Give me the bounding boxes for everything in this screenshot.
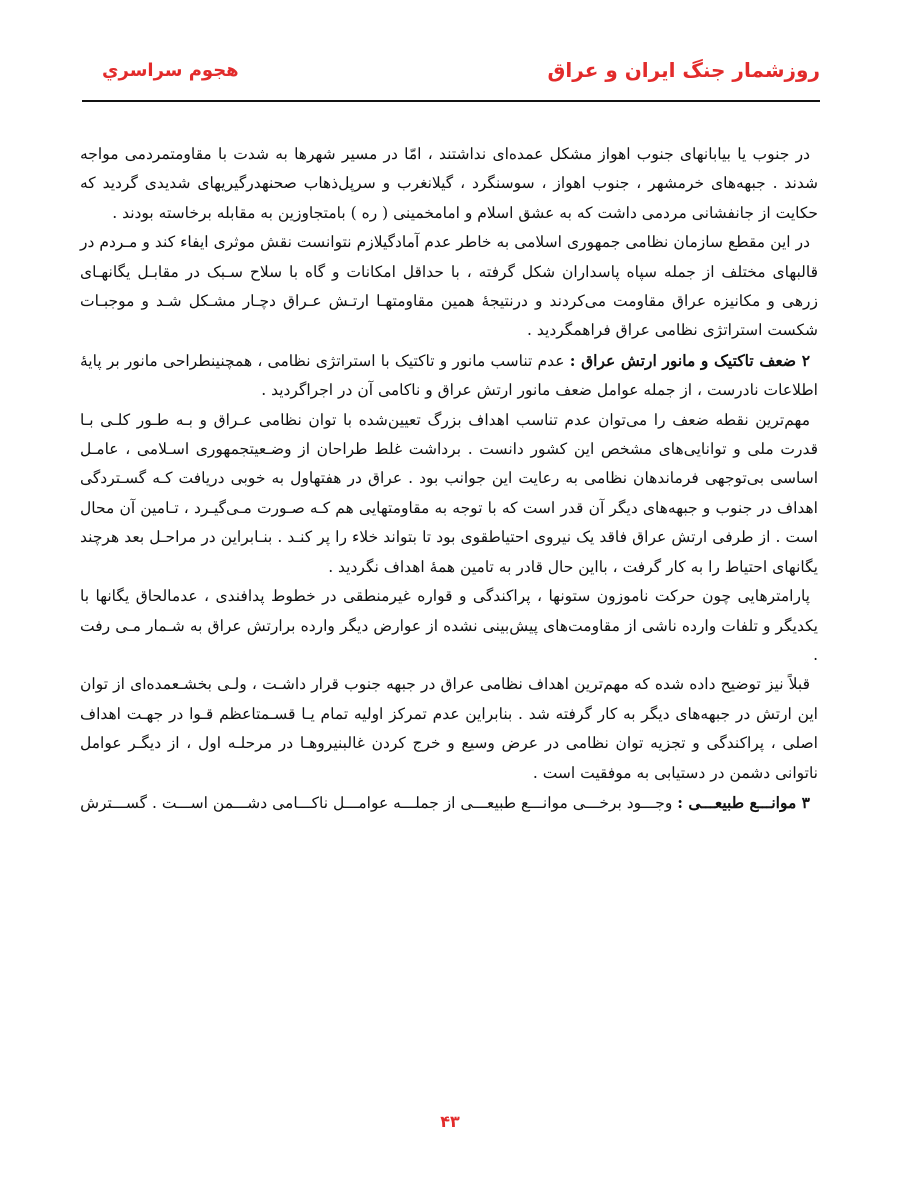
paragraph-6: قبلاً نیز توضیح داده شده که مهم‌ترین اهداف نظامی عراق در جبهه جنوب قرار داشـت ، ولـی بخشـعمده‌ای از توان این ارتش در جبهه‌های دیگر به کار گرفته شد . بنابراین عدم تمرکز اولیه تمام یـا قسـمتاعظم قـوا در جهـت اهداف اصلی ، پراکندگی و تجزیه توان نظامی در عرض وسیع و خرج کردن غالبنیروهـا در مرحلـه اول ، از دیگـر عوامل ناتوانی دشمن در دستیابی به موفقیت است . (80, 675, 818, 782)
paragraph-7 (80, 788, 818, 818)
paragraph-1: در جنوب یا بیابانهای جنوب اهواز مشکل عمده‌ای نداشتند ، امّا در مسیر شهرها به شدت با مقاومتمردمی مواجه شدند . جبهه‌های خرمشهر ، جنوب اهواز ، سوسنگرد ، گیلانغرب و سرپل‌ذهاب صحنهدرگیریهای شدیدی گردید که حکایت از جانفشانی مردمی داشت که به عشق اسلام و امامخمینی ( ره ) بامتجاوزین به مقابله برخاسته بودند . (80, 145, 818, 222)
section-heading-natural-obstacles: ۳ موانـــع طبیعـــی : (677, 792, 810, 812)
page-header (82, 58, 820, 88)
paragraph-7-text: وجـــود برخـــی موانـــع طبیعـــی از جملـــه عوامـــل ناکـــامی دشـــمن اســـت . گســـترش (80, 793, 678, 812)
book-title: روزشمار جنگ ایران و عراق (547, 58, 820, 82)
paragraph-3 (80, 346, 818, 406)
page-number: ۴۳ (440, 1112, 460, 1131)
paragraph-5: پارامترهایی چون حرکت ناموزون ستونها ، پراکندگی و قواره غیرمنطقی در خطوط پدافندی ، عدمالحاق یگانها با یکدیگر و تلفات وارده ناشی از مقاومت‌های پیش‌بینی نشده از عوارض دیگر وارده برارتش عراق به شـمار مـی رفت . (80, 587, 818, 664)
chapter-title: هجوم سراسري (102, 60, 239, 81)
header-divider (82, 100, 820, 102)
paragraph-3-text: عدم تناسب مانور و تاکتیک با استراتژی نظامی ، همچنینطراحی مانور بر پایهٔ اطلاعات نادرست ، از جمله عوامل ضعف مانور ارتش عراق و ناکامی آن در اجراگردید . (80, 351, 818, 400)
body-text (80, 140, 818, 818)
section-heading-tactics: ۲ ضعف تاکتیک و مانور ارتش عراق : (569, 350, 811, 370)
paragraph-2: در این مقطع سازمان نظامی جمهوری اسلامی به خاطر عدم آمادگیلازم نتوانست نقش موثری ایفاء کند و مـردم در قالبهای مختلف از جمله سپاه پاسداران شکل گرفته ، با حداقل امکانات و گاه با سلاح سـبک در مقابـل یگانهـای زرهی و مکانیزه عراق مقاومت می‌کردند و درنتیجهٔ همین مقاومتهـا ارتـش عـراق دچـار مشـکل شـد و موجبـات شکست استراتژی نظامی عراق فراهمگردید . (80, 233, 818, 340)
paragraph-4: مهم‌ترین نقطه ضعف را می‌توان عدم تناسب اهداف بزرگ تعیین‌شده با توان نظامی عـراق و بـه طـور کلـی بـا قدرت ملی و توانایی‌های مشخص این کشور دانست . برداشت غلط طراحان از وضـعیتجمهوری اسـلامی ، عامـل اساسی بی‌توجهی فرماندهان نظامی به رعایت این جوانب بود . عراق در هفتهاول به خوبی دریافت کـه گسـتردگی اهداف در جنوب و جبهه‌های دیگر آن قدر است که با توجه به مقاومتهایی هم کـه صـورت مـی‌گیـرد ، تـامین آن محال است . از طرفی ارتش عراق فاقد یک نیروی احتیاطقوی بود تا بتواند خلاء را پر کنـد . بنـابراین در مراحـل بعد هرچند یگانهای احتیاط را به کار گرفت ، بااین حال قادر به تامین همهٔ اهداف نگردید . (80, 410, 818, 576)
